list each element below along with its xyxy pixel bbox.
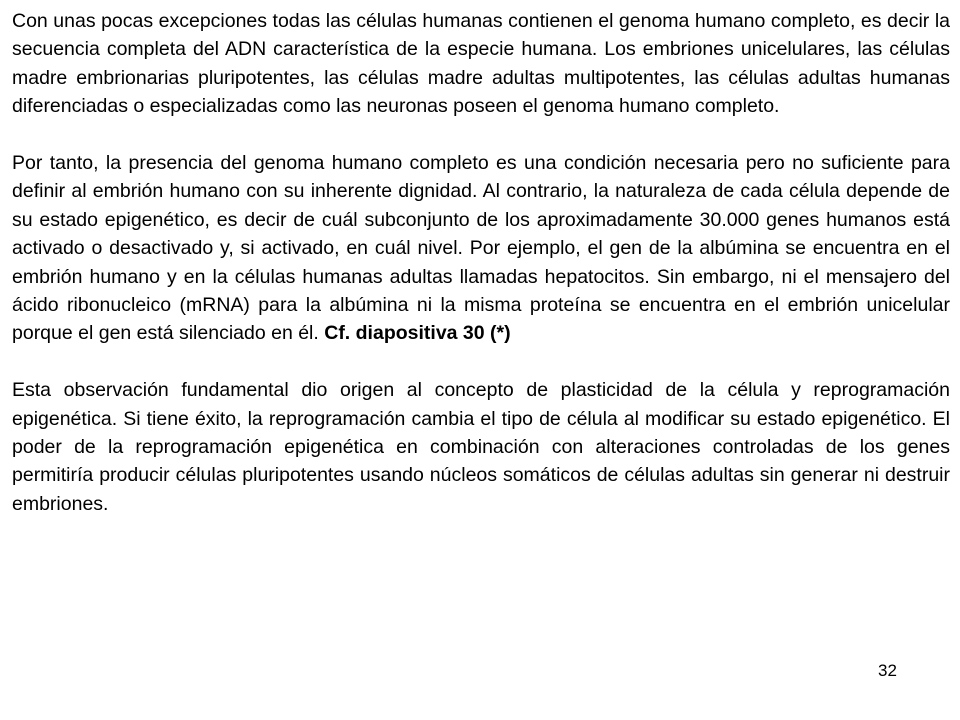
paragraph-3 (12, 376, 950, 518)
paragraph-1 (12, 7, 950, 121)
paragraph-1-text: Con unas pocas excepciones todas las células humanas contienen el genoma humano completo, es decir la secuencia completa del ADN característica de la especie humana. Los embriones unicelulares, las células madre embrionarias pluripotentes, las células madre adultas multipotentes, las células adultas humanas diferenciadas o especializadas como las neuronas poseen el genoma humano completo. (12, 10, 950, 118)
document-body (12, 7, 950, 547)
paragraph-3-text: Esta observación fundamental dio origen al concepto de plasticidad de la célula y reprogramación epigenética. Si tiene éxito, la reprogramación cambia el tipo de célula al modificar su estado epigenético. El poder de la reprogramación epigenética en combinación con alteraciones controladas de los genes permitiría producir células pluripotentes usando núcleos somáticos de células adultas sin generar ni destruir embriones. (12, 379, 950, 515)
slide-reference: Cf. diapositiva 30 (*) (324, 322, 511, 345)
paragraph-2-text: Por tanto, la presencia del genoma humano completo es una condición necesaria pero no suficiente para definir al embrión humano con su inherente dignidad. Al contrario, la naturaleza de cada célula depende de su estado epigenético, es decir de cuál subconjunto de los aproximadamente 30.000 genes humanos está activado o desactivado y, si activado, en cuál nivel. Por ejemplo, el gen de la albúmina se encuentra en el embrión humano y en la células humanas adultas llamadas hepatocitos. Sin embargo, ni el mensajero del ácido ribonucleico (mRNA) para la albúmina ni la misma proteína se encuentra en el embrión unicelular porque el gen está silenciado en él. (12, 152, 950, 345)
paragraph-2 (12, 149, 950, 348)
page-number: 32 (878, 661, 897, 680)
